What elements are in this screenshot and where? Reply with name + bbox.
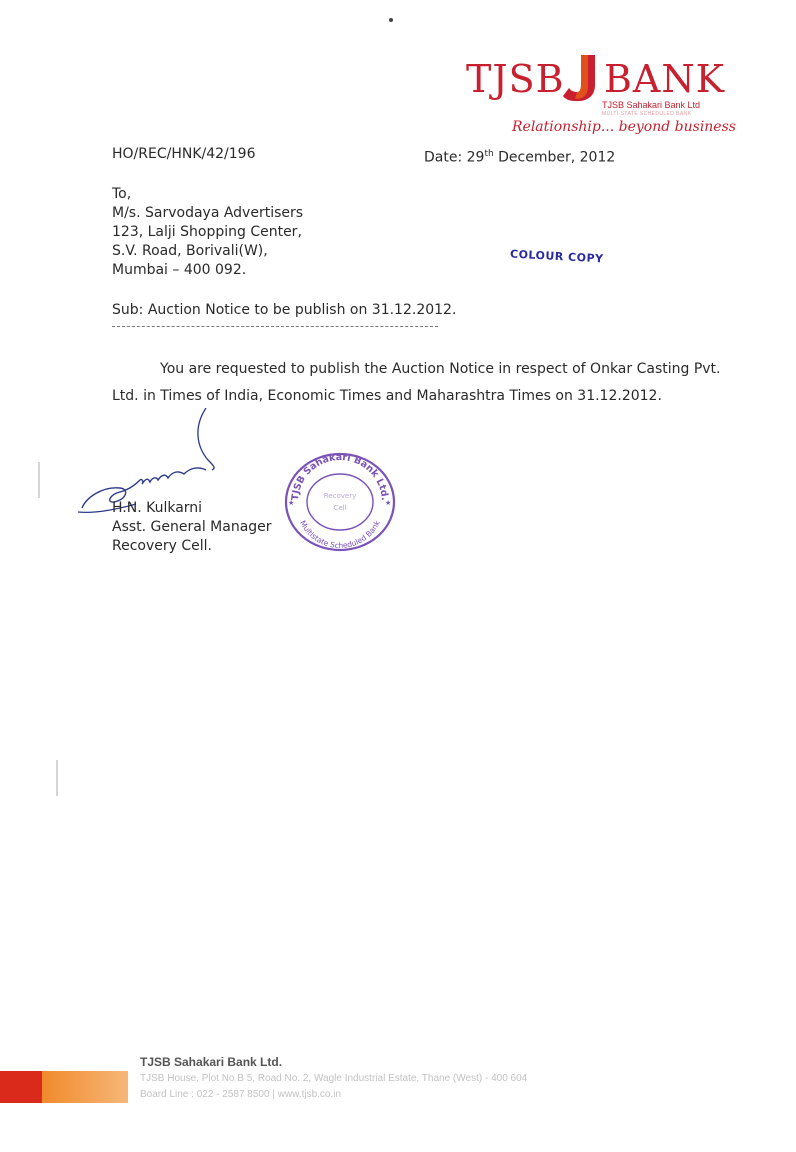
page-speck [389, 18, 393, 22]
footer-red-bar [0, 1071, 42, 1103]
colour-copy-stamp: COLOUR COPY [509, 247, 604, 266]
recipient-line: To, [112, 186, 132, 202]
logo-subtitle: TJSB Sahakari Bank Ltd [602, 100, 701, 110]
recipient-line: S.V. Road, Borivali(W), [112, 243, 268, 259]
footer-address: TJSB House, Plot No B 5, Road No. 2, Wagle Industrial Estate, Thane (West) - 400 604 [140, 1073, 528, 1084]
logo-j-mark-icon [561, 55, 601, 103]
seal-star-icon: ★ [385, 499, 392, 507]
seal-bottom-text: Multistate Scheduled Bank [298, 518, 382, 551]
footer-bank-name: TJSB Sahakari Bank Ltd. [140, 1055, 283, 1069]
reference-number: HO/REC/HNK/42/196 [112, 146, 256, 162]
footer-contact: Board Line : 022 - 2587 8500 | www.tjsb.co.in [140, 1089, 342, 1100]
seal-top-text: TJSB Sahakari Bank Ltd. [289, 451, 390, 502]
date-prefix: Date: 29 [424, 149, 485, 166]
body-paragraph-line: You are requested to publish the Auction Notice in respect of Onkar Casting Pvt. [160, 361, 721, 377]
logo-text-right: BANK [604, 57, 726, 101]
seal-star-icon: ★ [288, 499, 295, 507]
bank-seal-stamp [282, 448, 398, 552]
subject-divider [112, 326, 438, 327]
recipient-line: Mumbai – 400 092. [112, 262, 247, 278]
date-suffix-sup: th [484, 149, 494, 159]
date-rest: December, 2012 [493, 149, 616, 166]
body-paragraph-line: Ltd. in Times of India, Economic Times and Maharashtra Times on 31.12.2012. [112, 388, 662, 404]
footer-orange-bar [42, 1071, 128, 1103]
letter-date [424, 144, 615, 168]
seal-center-line: Recovery [323, 492, 357, 500]
subject-line: Sub: Auction Notice to be publish on 31.12.2012. [112, 302, 457, 318]
margin-mark [38, 462, 40, 498]
recipient-line: M/s. Sarvodaya Advertisers [112, 205, 304, 221]
svg-text:Multistate Scheduled Bank [298, 518, 382, 550]
signatory-designation: Asst. General Manager [112, 519, 272, 535]
margin-mark [56, 760, 58, 796]
signatory-name: H.N. Kulkarni [112, 500, 203, 516]
logo-tagline: Relationship... beyond business [512, 119, 736, 135]
logo-subtitle-small: MULTI-STATE SCHEDULED BANK [602, 111, 692, 117]
seal-center-line: Cell [333, 504, 347, 512]
recipient-line: 123, Lalji Shopping Center, [112, 224, 302, 240]
logo-text-left: TJSB [466, 57, 565, 101]
signatory-department: Recovery Cell. [112, 538, 212, 554]
